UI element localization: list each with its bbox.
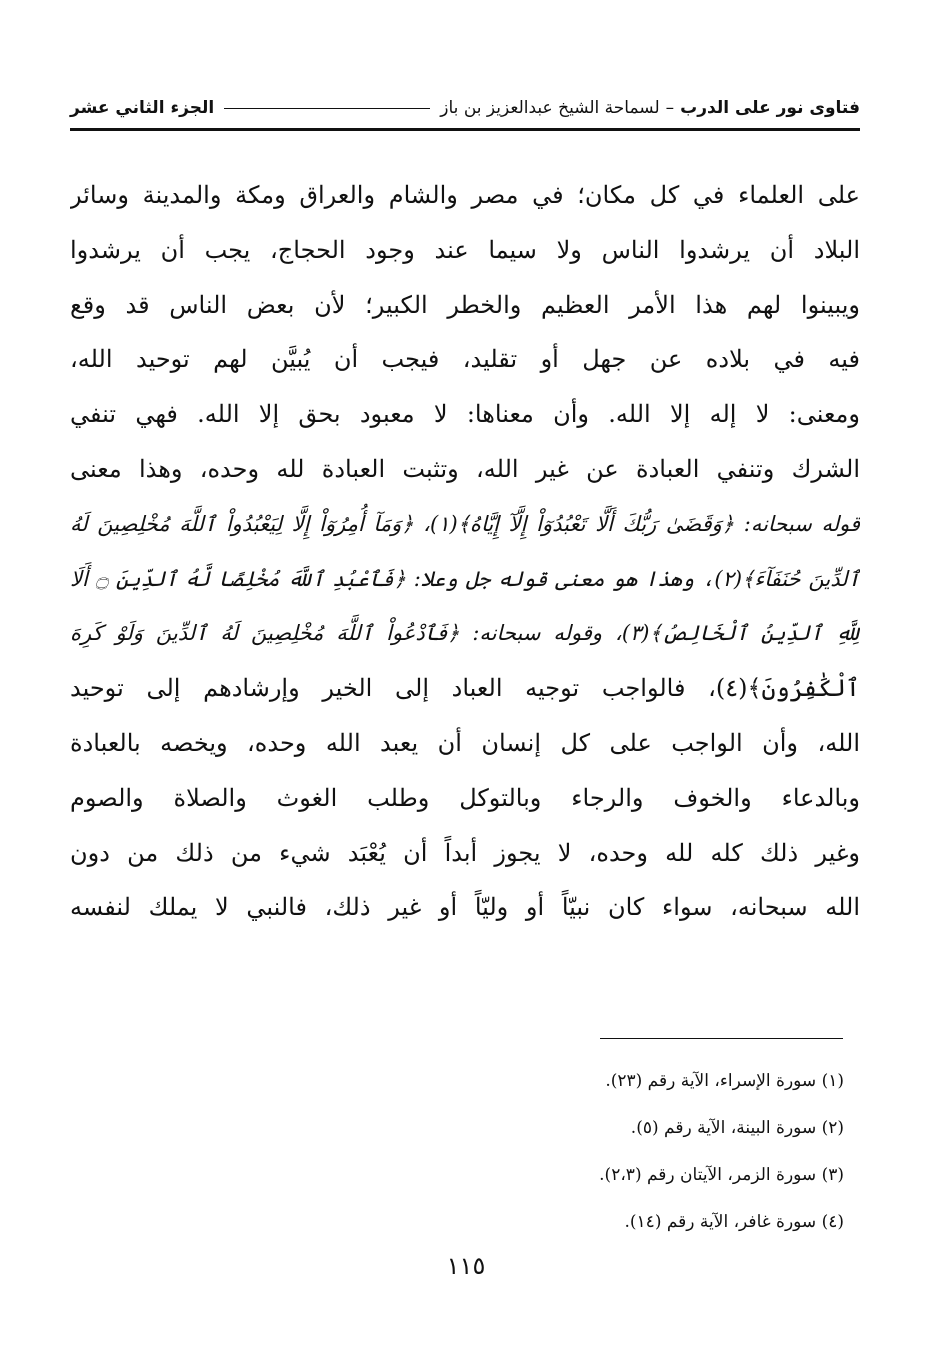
- header-rule: [224, 108, 430, 109]
- footnote: (٤) سورة غافر، الآية رقم (١٤).: [624, 1212, 844, 1232]
- text-line: الله سبحانه، سواء كان نبيّاً أو وليّاً أو غير ذلك، فالنبي لا يملك لنفسه: [70, 893, 860, 922]
- footnote-divider: [600, 1038, 843, 1039]
- text-line: الله، وأن الواجب على كل إنسان أن يعبد الله وحده، ويخصه بالعبادة: [70, 728, 860, 757]
- body-text: [70, 168, 860, 935]
- volume-label: الجزء الثاني عشر: [70, 98, 215, 118]
- text-line-quran-verse: قوله سبحانه: ﴿وَقَضَىٰ رَبُّكَ أَلَّا تَعْبُدُوٓاْ إِلَّآ إِيَّاهُ﴾(١)، ﴿وَمَآ أُمِرُوٓاْ إِلَّا لِيَعْبُدُواْ ٱللَّهَ مُخْلِصِينَ لَهُ: [70, 511, 860, 536]
- author-name: لسماحة الشيخ عبدالعزيز بن باز: [440, 98, 660, 118]
- footnote: (٣) سورة الزمر، الآيتان رقم (٢،٣).: [599, 1165, 844, 1185]
- header-divider: [70, 128, 860, 131]
- text-line-quran-verse: لِلَّهِ ٱلدِّينُ ٱلْخَالِصُ﴾(٣)، وقوله سبحانه: ﴿فَٱدْعُواْ ٱللَّهَ مُخْلِصِينَ لَهُ ٱلدِّينَ وَلَوْ كَرِهَ: [70, 621, 860, 646]
- text-line: ٱلْكَٰفِرُونَ﴾(٤)، فالواجب توجيه العباد إلى الخير وإرشادهم إلى توحيد: [70, 674, 860, 703]
- footnote: (١) سورة الإسراء، الآية رقم (٢٣).: [605, 1071, 844, 1091]
- text-line: البلاد أن يرشدوا الناس ولا سيما عند وجود الحجاج، يجب أن يرشدوا: [70, 235, 860, 264]
- footnotes: [70, 1058, 844, 1246]
- page-number: ١١٥: [446, 1252, 486, 1280]
- book-title: فتاوى نور على الدرب: [680, 98, 860, 118]
- text-line: ويبينوا لهم هذا الأمر العظيم والخطر الكبير؛ لأن بعض الناس قد وقع: [70, 290, 860, 319]
- text-line: وبالدعاء والخوف والرجاء وبالتوكل وطلب الغوث والصلاة والصوم: [70, 783, 860, 812]
- running-header: [70, 88, 860, 128]
- text-line: الشرك وتنفي العبادة عن غير الله، وتثبت العبادة لله وحده، وهذا معنى: [70, 454, 860, 483]
- text-line: فيه في بلاده عن جهل أو تقليد، فيجب أن يُبيَّن لهم توحيد الله،: [70, 345, 860, 374]
- text-line-quran-verse: ٱلدِّينَ حُنَفَآءَ﴾(٢)، وهذا هو معنى قوله جل وعلا: ﴿فَٱعْبُدِ ٱللَّهَ مُخْلِصًا لَّهُ ٱلدِّينَ ۝ أَلَا: [70, 566, 860, 591]
- footnote: (٢) سورة البينة، الآية رقم (٥).: [630, 1118, 844, 1138]
- text-line: على العلماء في كل مكان؛ في مصر والشام والعراق ومكة والمدينة وسائر: [70, 181, 860, 209]
- text-line: ومعنى: لا إله إلا الله. وأن معناها: لا معبود بحق إلا الله. فهي تنفي: [70, 400, 860, 429]
- header-dash: –: [665, 98, 675, 118]
- text-line: وغير ذلك كله لله وحده، لا يجوز أبداً أن يُعْبَد شيء من ذلك من دون: [70, 838, 860, 867]
